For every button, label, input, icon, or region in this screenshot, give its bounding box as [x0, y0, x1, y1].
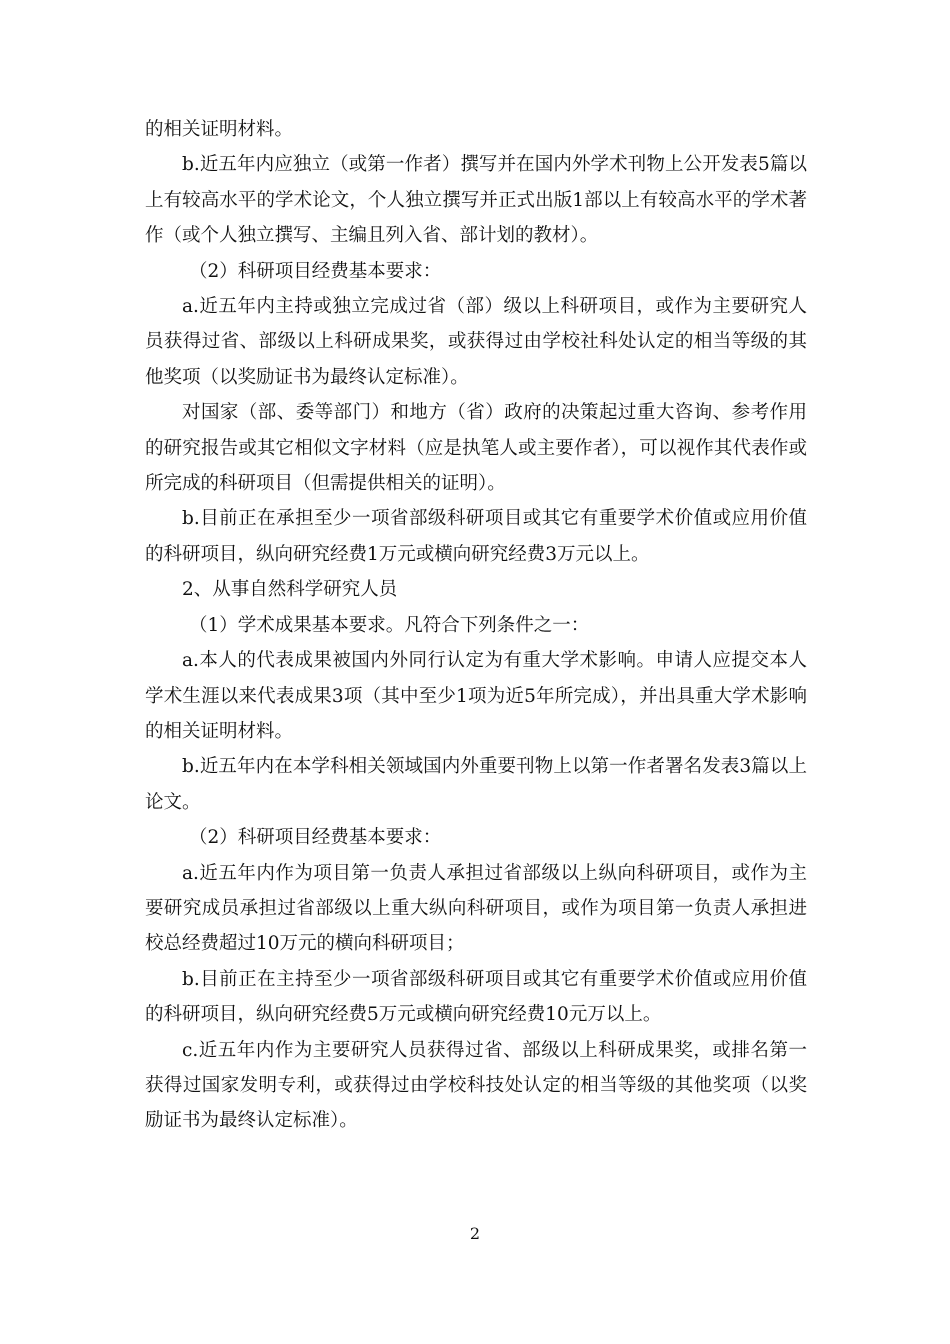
paragraph-continuation: 的相关证明材料。 [145, 119, 294, 140]
heading-natural-funding: （2）科研项目经费基本要求： [189, 827, 442, 849]
paragraph-natural-funding-c: c.近五年内作为主要研究人员获得过省、部级以上科研成果奖，或排名第一获得过国家发明专利，或获得过由学校科技处认定的相当等级的其他奖项（以奖励证书为最终认定标准）。 [145, 1039, 807, 1132]
paragraph-social-funding-b: b.目前正在承担至少一项省部级科研项目或其它有重要学术价值或应用价值的科研项目，纵向研究经费1万元或横向研究经费3万元以上。 [145, 508, 807, 565]
heading-natural-output: （1）学术成果基本要求。凡符合下列条件之一： [189, 614, 590, 636]
paragraph-social-funding-a: a.近五年内主持或独立完成过省（部）级以上科研项目，或作为主要研究人员获得过省、部级以上科研成果奖，或获得过由学校社科处认定的相当等级的其他奖项（以奖励证书为最终认定标准）。 [145, 296, 807, 388]
paragraph-natural-funding-b: b.目前正在主持至少一项省部级科研项目或其它有重要学术价值或应用价值的科研项目，纵向研究经费5万元或横向研究经费10元万以上。 [145, 968, 807, 1026]
paragraph-social-output-b: b.近五年内应独立（或第一作者）撰写并在国内外学术刊物上公开发表5篇以上有较高水平的学术论文，个人独立撰写并正式出版1部以上有较高水平的学术著作（或个人独立撰写、主编且列入省、部计划的教材）。 [145, 154, 807, 247]
heading-natural-science: 2、从事自然科学研究人员 [182, 579, 398, 601]
document-body [145, 112, 807, 1139]
page-number: 2 [469, 1224, 481, 1243]
paragraph-natural-output-b: b.近五年内在本学科相关领域国内外重要刊物上以第一作者署名发表3篇以上论文。 [145, 756, 807, 813]
paragraph-natural-output-a: a.本人的代表成果被国内外同行认定为有重大学术影响。申请人应提交本人学术生涯以来代表成果3项（其中至少1项为近5年所完成），并出具重大学术影响的相关证明材料。 [145, 650, 807, 742]
paragraph-natural-funding-a: a.近五年内作为项目第一负责人承担过省部级以上纵向科研项目，或作为主要研究成员承担过省部级以上重大纵向科研项目，或作为项目第一负责人承担进校总经费超过10万元的横向科研项目； [145, 862, 807, 955]
heading-social-funding: （2）科研项目经费基本要求： [189, 260, 442, 282]
paragraph-policy-reports: 对国家（部、委等部门）和地方（省）政府的决策起过重大咨询、参考作用的研究报告或其它相似文字材料（应是执笔人或主要作者），可以视作其代表作或所完成的科研项目（但需提供相关的证明）。 [145, 402, 807, 495]
